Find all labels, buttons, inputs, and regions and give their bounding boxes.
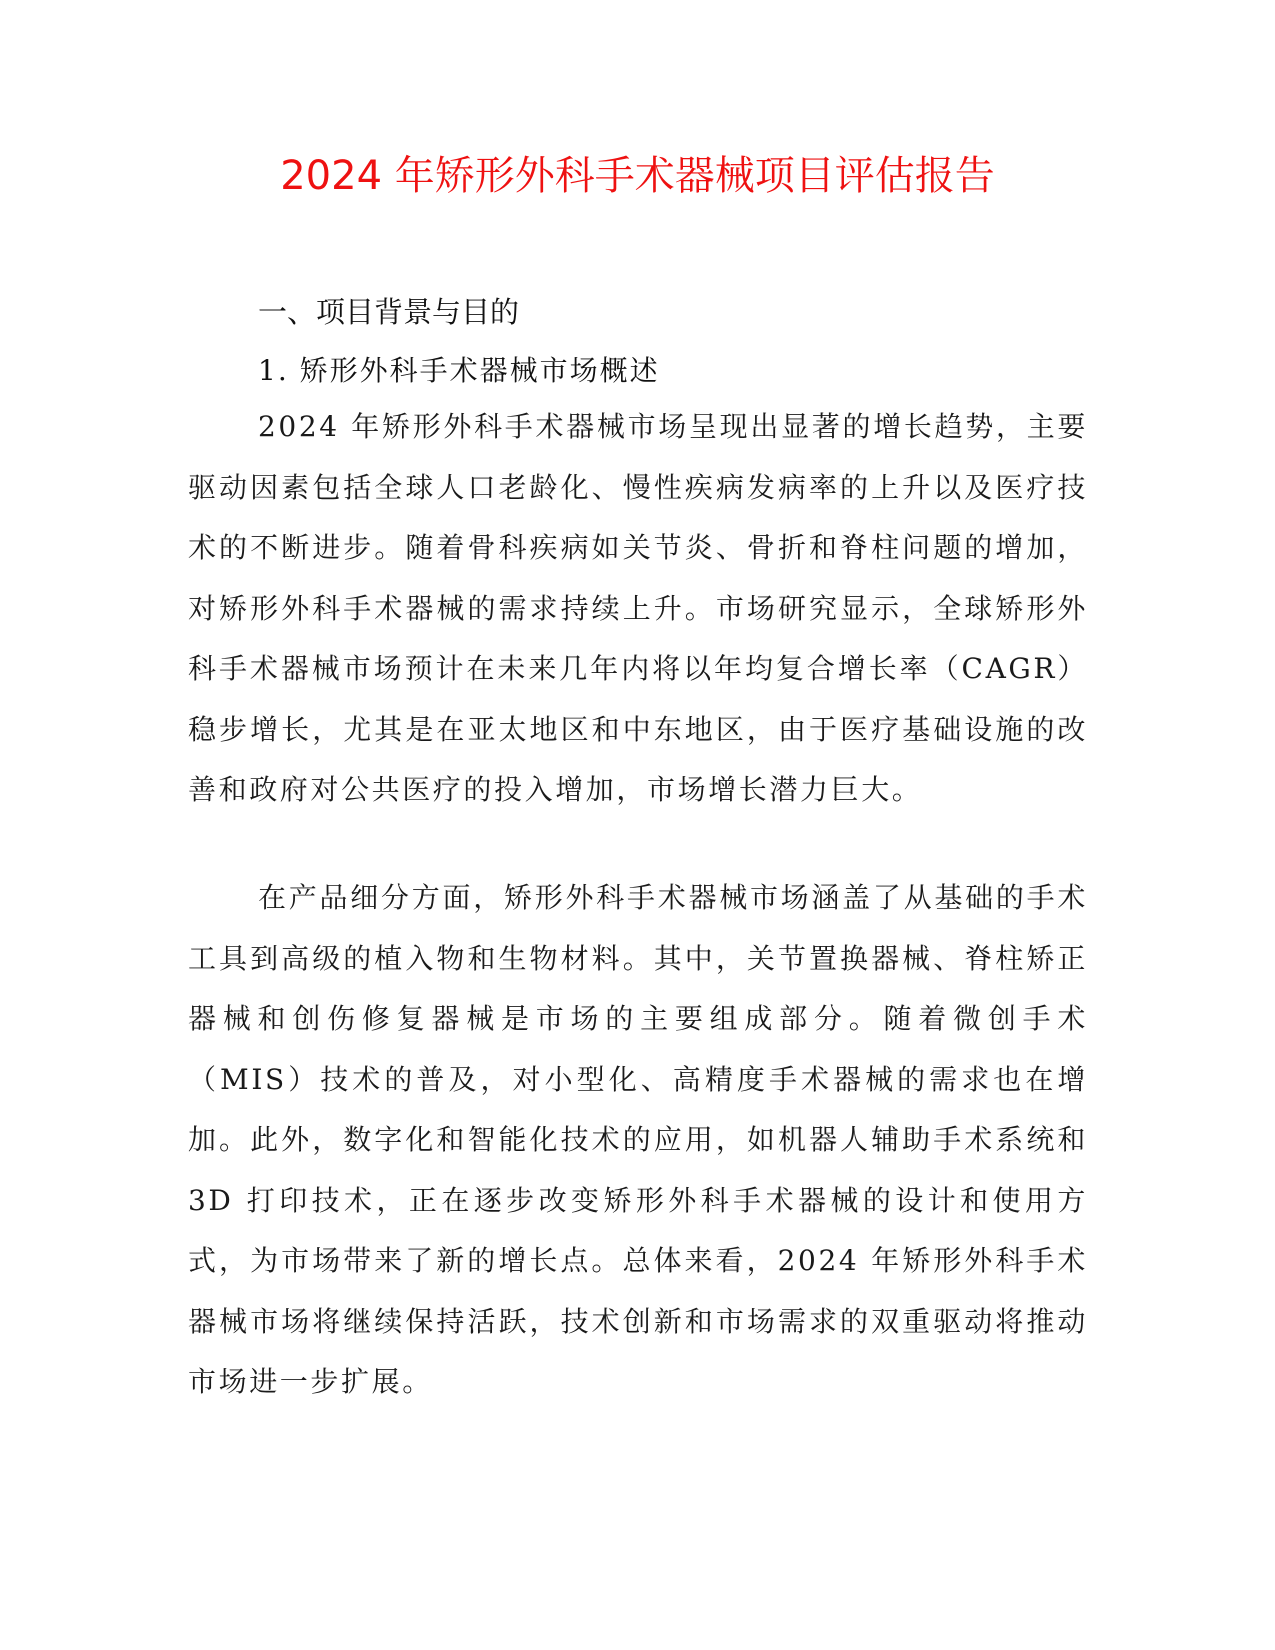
section-heading: 一、项目背景与目的: [258, 295, 520, 329]
page-title: 2024 年矫形外科手术器械项目评估报告: [280, 153, 995, 199]
body-paragraph-2: 在产品细分方面，矫形外科手术器械市场涵盖了从基础的手术工具到高级的植入物和生物材料。其中，关节置换器械、脊柱矫正器械和创伤修复器械是市场的主要组成部分。随着微创手术（MIS）技术的普及，对小型化、高精度手术器械的需求也在增加。此外，数字化和智能化技术的应用，如机器人辅助手术系统和 3D 打印技术，正在逐步改变矫形外科手术器械的设计和使用方式，为市场带来了新的增长点。总体来看，2024 年矫形外科手术器械市场将继续保持活跃，技术创新和市场需求的双重驱动将推动市场进一步扩展。: [188, 881, 1088, 1398]
body-paragraph-1: 2024 年矫形外科手术器械市场呈现出显著的增长趋势，主要驱动因素包括全球人口老龄化、慢性疾病发病率的上升以及医疗技术的不断进步。随着骨科疾病如关节炎、骨折和脊柱问题的增加，对矫形外科手术器械的需求持续上升。市场研究显示，全球矫形外科手术器械市场预计在未来几年内将以年均复合增长率（CAGR）稳步增长，尤其是在亚太地区和中东地区，由于医疗基础设施的改善和政府对公共医疗的投入增加，市场增长潜力巨大。: [188, 410, 1088, 806]
subsection-heading: 1. 矫形外科手术器械市场概述: [258, 354, 660, 387]
